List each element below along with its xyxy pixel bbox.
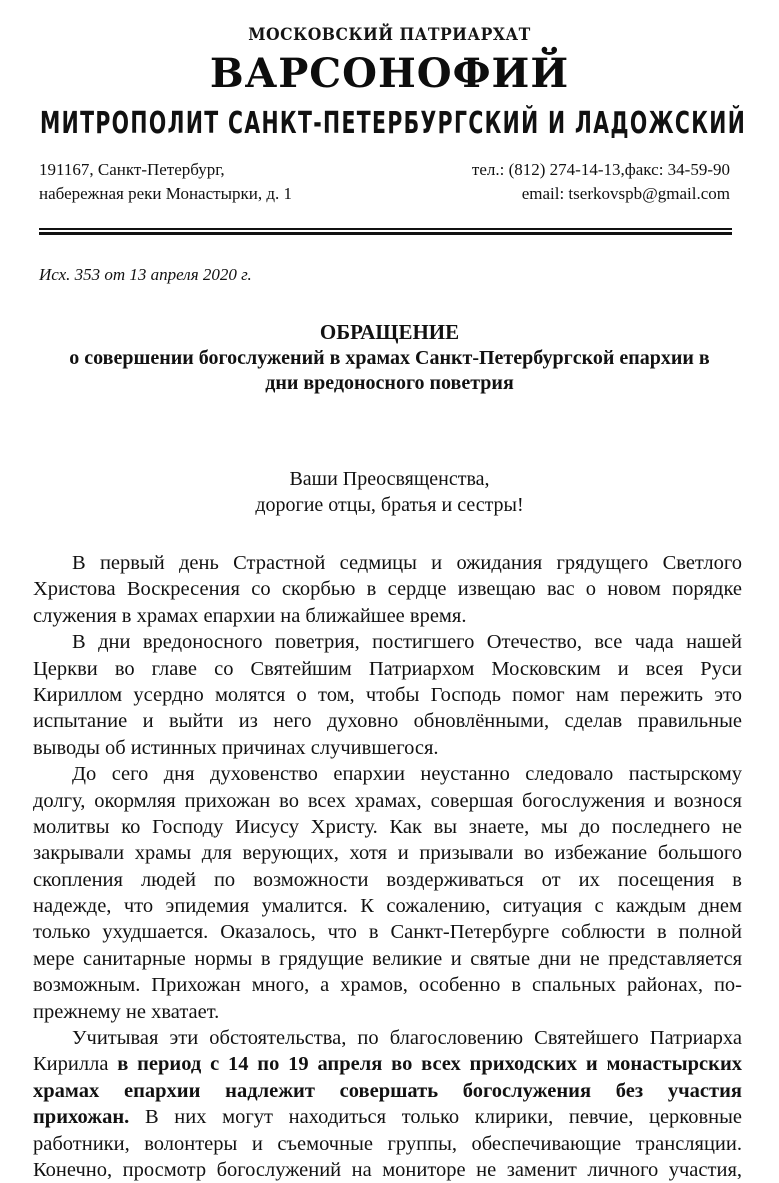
letterhead-title: МИТРОПОЛИТ САНКТ-ПЕТЕРБУРГСКИЙ И ЛАДОЖСКИЙ (40, 106, 747, 141)
letter-body (33, 550, 742, 1183)
address-line-2: набережная реки Монастырки, д. 1 (39, 184, 293, 203)
body-line: Церкви во главе со Святейшим Патриархом Московским и всея Руси (33, 657, 742, 680)
body-line-bold: храмах епархии надлежит совершать богослужения без участия (33, 1079, 742, 1102)
body-line: В первый день Страстной седмицы и ожидания грядущего Светлого (72, 552, 742, 574)
document-subtitle-line-1: о совершении богослужений в храмах Санкт-Петербургской епархии в (69, 347, 710, 369)
body-line: мере санитарные нормы в грядущие великие и святые дни не представляется (33, 947, 742, 970)
body-line: закрывали храмы для верующих, хотя и призывали во избежание большого (33, 842, 742, 865)
body-text-plain: Кирилла (33, 1053, 109, 1076)
body-line: Учитывая эти обстоятельства, по благословению Святейшего Патриарха (72, 1027, 742, 1050)
body-text-bold: прихожан. (33, 1106, 130, 1129)
body-line: только ухудшается. Оказалось, что в Санкт-Петербурге соблюсти в полной (33, 921, 742, 944)
email-address: email: tserkovspb@gmail.com (521, 184, 730, 203)
body-line-mixed (33, 1104, 742, 1130)
body-line: Кириллом усердно молятся о том, чтобы Господь помог нам пережить это (33, 683, 742, 706)
greeting-line-2: дорогие отцы, братья и сестры! (255, 494, 524, 516)
body-line: Конечно, просмотр богослужений на мониторе не заменит личного участия, (33, 1158, 742, 1181)
letterhead-patriarchate: МОСКОВСКИЙ ПАТРИАРХАТ (248, 25, 531, 45)
body-line: Христова Воскресения со скорбью в сердце извещаю вас о новом порядке (33, 578, 742, 601)
letterhead-name: ВАРСОНОФИЙ (209, 50, 570, 97)
body-text-plain: В них могут находиться только клирики, певчие, церковные (144, 1106, 742, 1129)
header-divider-thin (39, 228, 732, 230)
address-line-1: 191167, Санкт-Петербург, (39, 160, 225, 179)
phone-fax: тел.: (812) 274-14-13,факс: 34-59-90 (471, 160, 730, 179)
body-line: До сего дня духовенство епархии неустанно следовало пастырскому (72, 763, 742, 786)
document-title: ОБРАЩЕНИЕ (319, 320, 460, 344)
body-line: служения в храмах епархии на ближайшее время. (33, 604, 467, 627)
body-line: молитвы ко Господу Иисусу Христу. Как вы знаете, мы до последнего не (33, 815, 742, 838)
document-subtitle-line-2: дни вредоносного поветрия (265, 372, 514, 394)
greeting-line-1: Ваши Преосвященства, (289, 468, 490, 490)
body-line: выводы об истинных причинах случившегося. (33, 736, 439, 759)
header-divider-thick (39, 232, 732, 235)
body-line: возможным. Прихожан много, а храмов, особенно в спальных районах, по- (33, 974, 742, 997)
body-line: испытание и выйти из него духовно обновлёнными, сделав правильные (33, 710, 742, 733)
outgoing-reference: Исх. 353 от 13 апреля 2020 г. (39, 265, 252, 284)
body-line: В дни вредоносного поветрия, постигшего Отечество, все чада нашей (72, 631, 742, 654)
contact-info (472, 158, 730, 206)
body-line: прежнему не хватает. (33, 1000, 220, 1023)
body-line: скопления людей по возможности воздерживаться от их посещения в (33, 868, 742, 891)
body-line: надежде, что эпидемия умалится. К сожалению, ситуация с каждым днем (33, 895, 742, 918)
body-line-mixed (33, 1051, 742, 1077)
body-line: работники, волонтеры и съемочные группы, обеспечивающие трансляции. (33, 1132, 742, 1155)
body-line: долгу, окормляя прихожан во всех храмах, совершая богослужения и вознося (33, 789, 742, 812)
body-text-bold: в период с 14 по 19 апреля во всех приходских и монастырских (117, 1053, 742, 1076)
postal-address (39, 158, 292, 206)
